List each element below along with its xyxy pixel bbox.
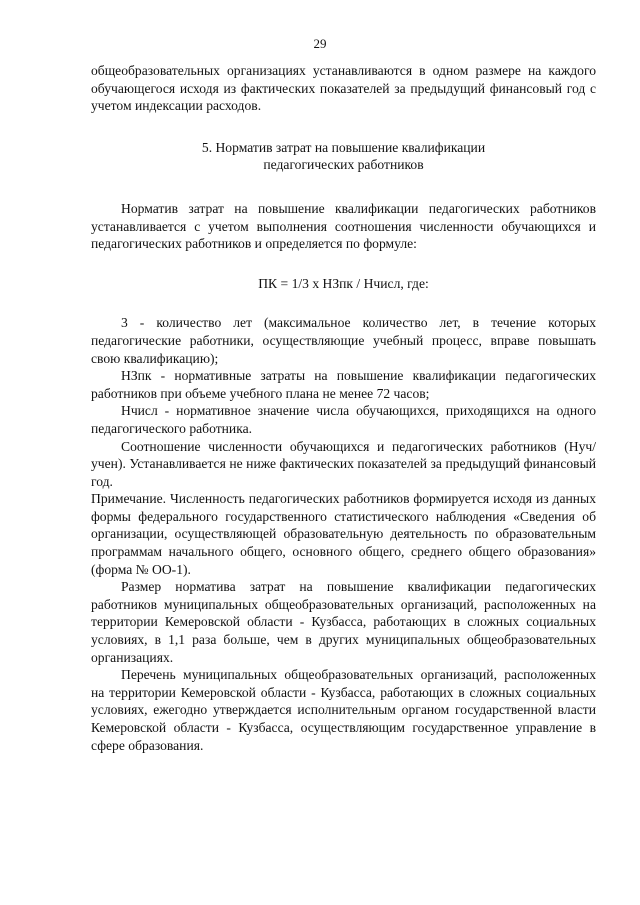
list-approval-paragraph: Перечень муниципальных общеобразовательных организаций, расположенных на территории Кемеровской области - Кузбасса, работающих в сложных социальных условиях, ежегодно утверждается исполнительным органом государственной власти Кемеровской области - Кузбасса, осуществляющим государственное управление в сфере образования. xyxy=(91,667,596,753)
variable-nchisl-paragraph: Нчисл - нормативное значение числа обучающихся, приходящихся на одного педагогического работника. xyxy=(91,403,596,436)
definition-paragraph: Норматив затрат на повышение квалификации педагогических работников устанавливается с учетом выполнения соотношения численности обучающихся и педагогических работников и определяется по формуле: xyxy=(91,200,596,252)
page-number: 29 xyxy=(313,36,327,51)
note-paragraph: Примечание. Численность педагогических работников формируется исходя из данных формы федерального государственного статистического наблюдения «Сведения об организации, осуществляющей образовательную деятельность по образовательным программам начального общего, основного общего, среднего общего образования» (форма № ОО-1). xyxy=(91,491,596,577)
section-heading-line1: 5. Норматив затрат на повышение квалификации xyxy=(201,139,486,155)
intro-paragraph: общеобразовательных организациях устанавливаются в одном размере на каждого обучающегося исходя из фактических показателей за предыдущий финансовый год с учетом индексации расходов. xyxy=(91,63,596,114)
section-heading xyxy=(91,139,596,174)
formula: ПК = 1/3 х НЗпк / Нчисл, где: xyxy=(258,275,429,291)
section-heading-line2: педагогических работников xyxy=(263,157,424,173)
ratio-paragraph: Соотношение численности обучающихся и педагогических работников (Нуч/учен). Устанавливается не ниже фактических показателей за предыдущий финансовый год. xyxy=(91,438,596,489)
variable-3-paragraph: 3 - количество лет (максимальное количество лет, в течение которых педагогические работники, осуществляющие учебный процесс, вправе повышать свою квалификацию); xyxy=(91,315,596,366)
kuzbass-size-paragraph: Размер норматива затрат на повышение квалификации педагогических работников муниципальных общеобразовательных организаций, расположенных на территории Кемеровской области - Кузбасса, работающих в сложных социальных условиях, в 1,1 раза больше, чем в других муниципальных общеобразовательных организациях. xyxy=(91,579,596,665)
variable-nzpk-paragraph: НЗпк - нормативные затраты на повышение квалификации педагогических работников при объеме учебного плана не менее 72 часов; xyxy=(91,368,596,401)
page-body xyxy=(91,62,596,754)
